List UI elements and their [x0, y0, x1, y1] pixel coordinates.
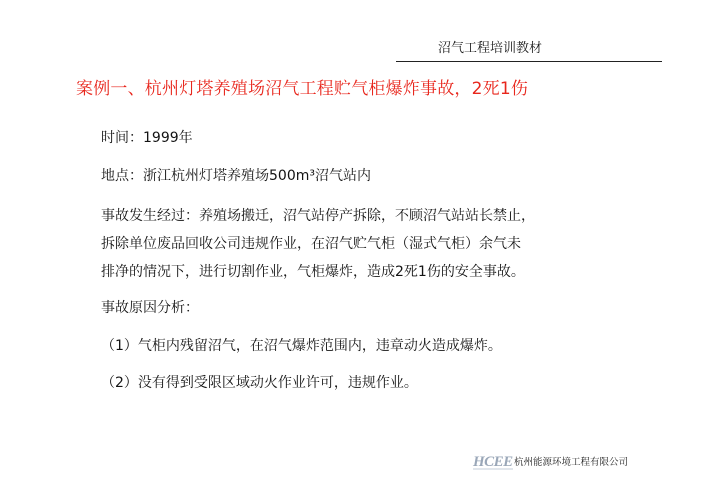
company-logo-text: HCEE	[473, 454, 513, 470]
analysis-item-number: （1）	[101, 338, 138, 354]
analysis-heading: 事故原因分析：	[101, 300, 199, 316]
time-label: 时间：	[101, 130, 143, 146]
time-value: 1999年	[143, 130, 193, 146]
analysis-item-number: （2）	[101, 375, 138, 391]
process-line-2: 拆除单位废品回收公司违规作业，在沼气贮气柜（湿式气柜）余气未	[101, 236, 521, 252]
location-label: 地点：	[101, 168, 143, 184]
slide-title: 案例一、杭州灯塔养殖场沼气工程贮气柜爆炸事故，2死1伤	[76, 79, 529, 99]
analysis-item-text: 气柜内残留沼气，在沼气爆炸范围内，违章动火造成爆炸。	[137, 338, 502, 354]
header-rule	[396, 61, 662, 62]
process-line-3: 排净的情况下，进行切割作业，气柜爆炸，造成2死1伤的安全事故。	[101, 264, 525, 280]
location-value: 浙江杭州灯塔养殖场500m³沼气站内	[143, 168, 371, 184]
header-title: 沼气工程培训教材	[438, 41, 543, 56]
company-logo	[472, 450, 516, 472]
analysis-item-text: 没有得到受限区域动火作业许可，违规作业。	[137, 375, 418, 391]
analysis-item-2	[101, 372, 418, 392]
time-line	[101, 127, 193, 147]
process-line-1: 事故发生经过：养殖场搬迁，沼气站停产拆除，不顾沼气站站长禁止，	[101, 208, 535, 224]
analysis-item-1	[101, 335, 502, 355]
company-name: 杭州能源环境工程有限公司	[514, 457, 629, 468]
location-line	[101, 165, 371, 185]
